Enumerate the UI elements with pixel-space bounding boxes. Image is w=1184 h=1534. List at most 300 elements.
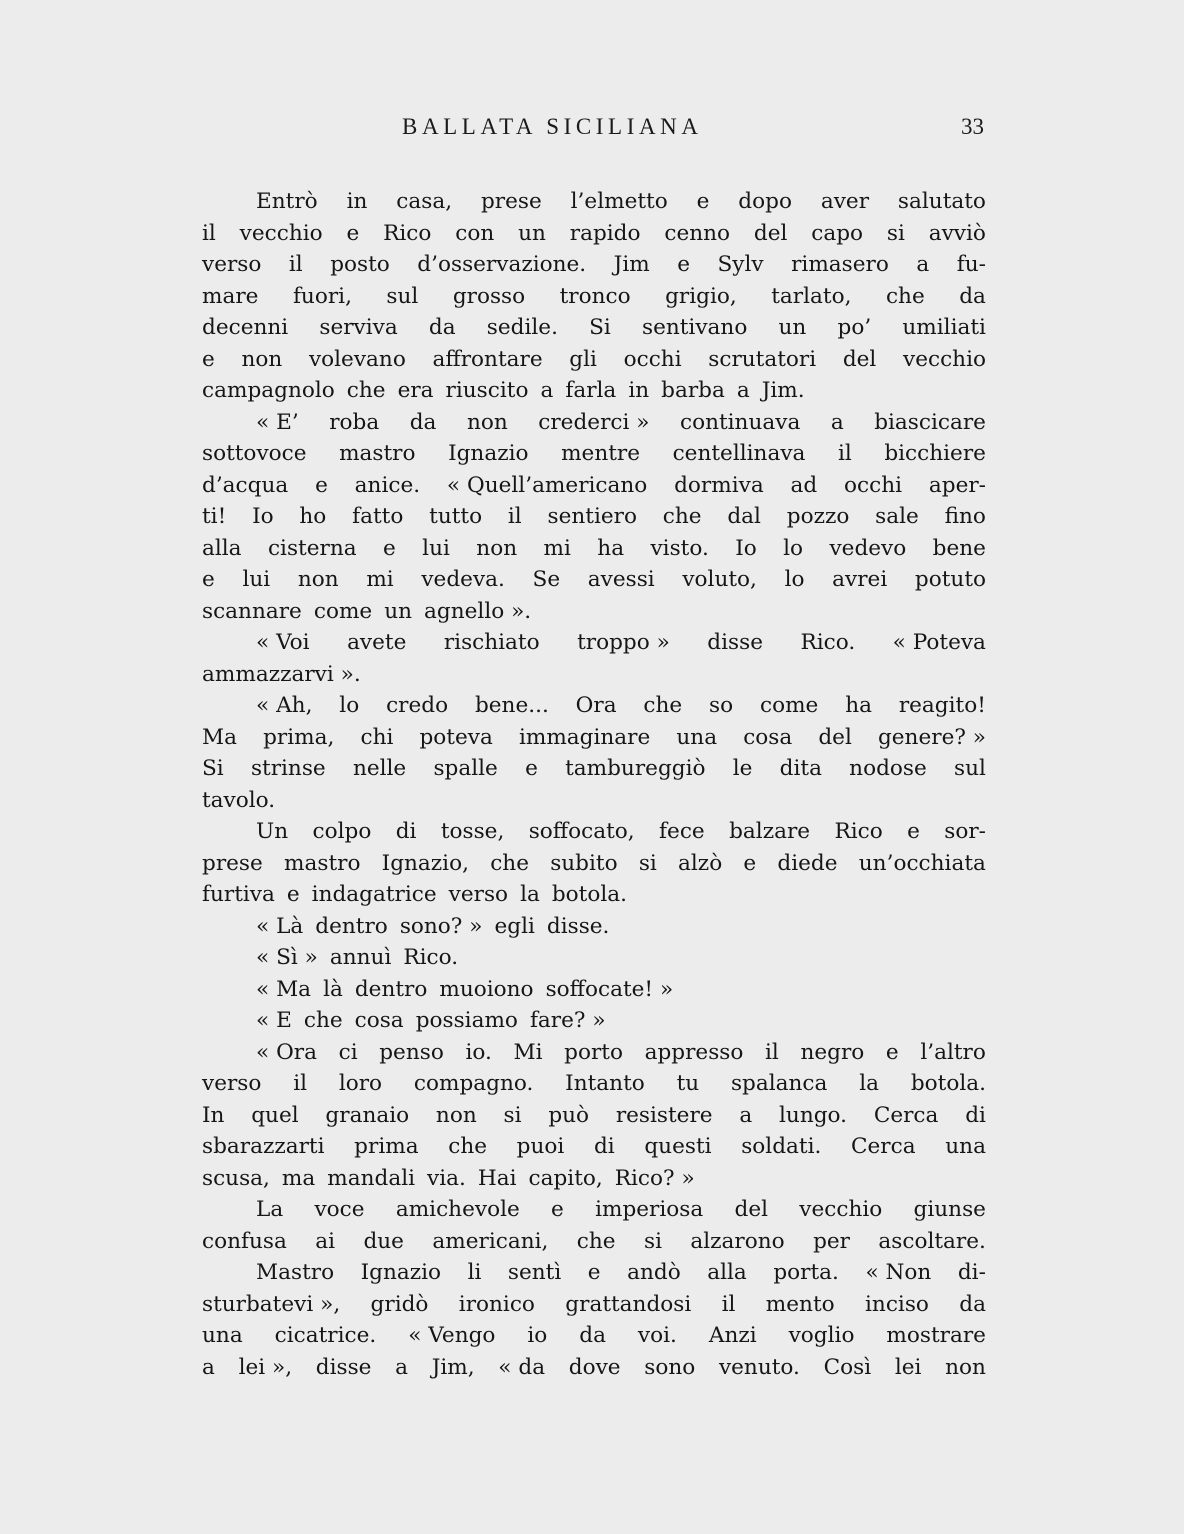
word: una xyxy=(676,724,718,750)
word: ha xyxy=(597,535,625,561)
word: sentivano xyxy=(641,315,748,340)
word: una xyxy=(945,1134,986,1159)
word: vecchio xyxy=(239,220,323,246)
word: si xyxy=(638,850,657,876)
word: e xyxy=(346,220,360,246)
text-line xyxy=(202,1163,986,1195)
word: scrutatori xyxy=(708,346,817,372)
text-line xyxy=(202,816,986,848)
word: spalanca xyxy=(730,1071,828,1096)
word: non xyxy=(466,409,508,435)
word: occhi xyxy=(844,472,903,498)
word: porta. xyxy=(773,1260,839,1285)
word: Io xyxy=(735,535,757,561)
page-number: 33 xyxy=(961,114,984,139)
word: il xyxy=(288,252,303,277)
word: da xyxy=(428,315,456,340)
word: tosse, xyxy=(440,819,505,844)
word: il xyxy=(765,1039,779,1065)
word: che xyxy=(576,1228,616,1254)
word: Rico xyxy=(383,220,432,246)
word: Così xyxy=(823,1354,872,1380)
word: da xyxy=(409,409,437,435)
text-line xyxy=(202,249,986,281)
word: resistere xyxy=(615,1102,713,1128)
text-line xyxy=(202,785,986,817)
word: Cerca xyxy=(873,1102,939,1128)
word: non xyxy=(945,1354,986,1380)
word: strinse xyxy=(250,756,326,781)
word: alzarono xyxy=(690,1228,785,1254)
word: posto xyxy=(330,252,390,277)
word: aper- xyxy=(928,472,986,498)
word: da xyxy=(959,283,986,309)
word: umiliati xyxy=(902,315,986,340)
word: vedevo xyxy=(829,535,907,561)
word: cisterna xyxy=(267,535,357,561)
word: ma xyxy=(281,1165,316,1191)
word: disse xyxy=(707,630,763,655)
word: spalle xyxy=(433,756,498,781)
text-line xyxy=(202,281,986,313)
word: prese xyxy=(480,189,542,214)
text-line xyxy=(202,1226,986,1258)
word: Rico xyxy=(834,819,883,844)
word: dentro xyxy=(354,976,428,1002)
word: d’acqua xyxy=(202,472,289,498)
word: a xyxy=(739,1102,753,1128)
word: il xyxy=(721,1291,736,1317)
word: per xyxy=(813,1228,850,1254)
word: che xyxy=(448,1134,488,1159)
word: Jim. xyxy=(761,378,805,403)
page-header xyxy=(200,114,990,144)
word: ho xyxy=(299,504,327,529)
text-line xyxy=(202,974,986,1006)
text-line xyxy=(202,722,986,754)
word: gli xyxy=(569,346,597,372)
word: e xyxy=(677,252,690,277)
word: imperiosa xyxy=(595,1197,704,1222)
word: colpo xyxy=(312,819,372,844)
word: sono xyxy=(644,1354,696,1380)
word: giunse xyxy=(913,1197,986,1222)
word: mento xyxy=(765,1291,835,1317)
text-line xyxy=(202,753,986,785)
text-line xyxy=(202,596,986,628)
word: « Quell’americano xyxy=(446,472,648,498)
word: disse xyxy=(315,1354,372,1380)
word: « E’ xyxy=(256,409,299,435)
word: ad xyxy=(790,472,818,498)
word: continuava xyxy=(679,409,801,435)
word: affrontare xyxy=(432,346,543,372)
word: come xyxy=(313,598,373,624)
word: negro xyxy=(800,1039,865,1065)
word: si xyxy=(503,1102,522,1128)
word: e xyxy=(202,567,215,592)
word: genere? » xyxy=(877,724,986,750)
word: sottovoce xyxy=(202,441,307,466)
word: indagatrice xyxy=(311,882,437,907)
word: rischiato xyxy=(443,630,540,655)
text-line xyxy=(202,848,986,880)
word: grattandosi xyxy=(565,1291,692,1317)
word: puoi xyxy=(516,1134,565,1159)
word: via. xyxy=(427,1165,466,1191)
word: un xyxy=(384,598,413,624)
word: Ignazio xyxy=(448,441,529,466)
word: serviva xyxy=(319,315,398,340)
word: Mi xyxy=(513,1039,543,1065)
word: chi xyxy=(360,724,394,750)
word: fatto xyxy=(352,504,404,529)
word: andò xyxy=(627,1260,681,1285)
word: a xyxy=(202,1354,215,1380)
word: li xyxy=(467,1260,482,1285)
word: Mastro xyxy=(256,1260,335,1285)
word: subito xyxy=(550,850,618,876)
word: mostrare xyxy=(886,1323,986,1348)
word: Ora xyxy=(575,693,617,718)
word: un xyxy=(518,220,546,246)
word: volevano xyxy=(308,346,406,372)
word: voglio xyxy=(788,1323,855,1348)
word: con xyxy=(455,220,495,246)
word: bene... xyxy=(474,693,549,718)
word: e xyxy=(696,189,710,214)
word: sul xyxy=(954,756,986,781)
text-line xyxy=(202,375,986,407)
word: Se xyxy=(532,567,561,592)
word: sul xyxy=(386,283,419,309)
word: furtiva xyxy=(202,882,275,907)
body-text xyxy=(202,186,986,1383)
word: lei », xyxy=(238,1354,293,1380)
word: tavolo. xyxy=(202,787,276,813)
word: il xyxy=(293,1071,308,1096)
text-line xyxy=(202,911,986,943)
word: ironico xyxy=(458,1291,535,1317)
word: verso xyxy=(202,1071,262,1096)
word: Intanto xyxy=(565,1071,645,1096)
word: che xyxy=(490,850,529,876)
word: un xyxy=(778,315,807,340)
word: del xyxy=(842,346,877,372)
word: appresso xyxy=(644,1039,744,1065)
word: dopo xyxy=(738,189,792,214)
word: « Vengo xyxy=(408,1323,496,1348)
word: sbarazzarti xyxy=(202,1134,325,1159)
word: e xyxy=(587,1260,601,1285)
text-line xyxy=(202,879,986,911)
word: là xyxy=(323,976,343,1002)
word: compagno. xyxy=(413,1071,534,1096)
word: lo xyxy=(784,567,805,592)
word: tarlato, xyxy=(771,283,852,309)
word: riuscito xyxy=(445,378,529,403)
word: una xyxy=(202,1323,243,1348)
word: In xyxy=(202,1102,225,1128)
word: Rico. xyxy=(403,945,459,970)
word: Rico. xyxy=(800,630,856,655)
word: scannare xyxy=(202,598,302,624)
word: cosa xyxy=(743,724,793,750)
word: loro xyxy=(338,1071,383,1096)
word: dentro xyxy=(315,913,388,939)
word: fece xyxy=(659,819,705,844)
word: d’osservazione. xyxy=(417,252,587,277)
word: amichevole xyxy=(395,1197,520,1222)
word: po’ xyxy=(837,315,872,340)
text-line xyxy=(202,501,986,533)
word: centellinava xyxy=(672,441,806,466)
word: grosso xyxy=(452,283,526,309)
word: capo xyxy=(811,220,864,246)
word: dal xyxy=(727,504,761,529)
text-line xyxy=(202,1005,986,1037)
word: Cerca xyxy=(851,1134,916,1159)
word: l’elmetto xyxy=(570,189,668,214)
word: lei xyxy=(894,1354,922,1380)
word: voluto, xyxy=(682,567,757,592)
word: del xyxy=(818,724,852,750)
word: verso xyxy=(202,252,262,277)
word: lungo. xyxy=(779,1102,848,1128)
word: cosa xyxy=(354,1008,404,1033)
word: troppo » xyxy=(577,630,670,655)
word: a xyxy=(395,1354,409,1380)
word: che xyxy=(643,693,683,718)
text-line xyxy=(202,407,986,439)
word: la xyxy=(520,882,540,907)
word: che xyxy=(885,283,925,309)
word: sturbatevi », xyxy=(202,1291,341,1317)
word: Si xyxy=(202,756,224,781)
word: io. xyxy=(465,1039,492,1065)
word: mentre xyxy=(561,441,641,466)
word: Rico? » xyxy=(614,1165,695,1191)
text-line xyxy=(202,690,986,722)
word: e xyxy=(315,472,328,498)
word: e xyxy=(525,756,538,781)
word: ci xyxy=(338,1039,358,1065)
word: decenni xyxy=(202,315,289,340)
word: fino xyxy=(944,504,986,529)
text-line xyxy=(202,1352,986,1384)
word: alla xyxy=(202,535,242,561)
word: prima xyxy=(354,1134,419,1159)
word: biascicare xyxy=(874,409,986,435)
word: prima, xyxy=(263,724,335,750)
word: avviò xyxy=(928,220,986,246)
word: il xyxy=(837,441,852,466)
word: era xyxy=(397,378,434,403)
word: sono? » xyxy=(399,913,483,939)
word: l’altro xyxy=(920,1039,986,1065)
word: di xyxy=(965,1102,986,1128)
word: sedile. xyxy=(486,315,558,340)
word: che xyxy=(662,504,702,529)
text-line xyxy=(202,470,986,502)
word: del xyxy=(753,220,788,246)
word: come xyxy=(759,693,819,718)
word: Anzi xyxy=(708,1323,757,1348)
word: lo xyxy=(783,535,804,561)
word: il xyxy=(507,504,522,529)
word: che xyxy=(303,1008,343,1033)
word: e xyxy=(202,346,215,372)
word: vedeva. xyxy=(421,567,505,592)
word: crederci » xyxy=(538,409,650,435)
word: vecchio xyxy=(799,1197,883,1222)
word: agnello ». xyxy=(424,598,532,624)
word: sentiero xyxy=(547,504,637,529)
word: bicchiere xyxy=(884,441,986,466)
word: che xyxy=(346,378,386,403)
word: cenno xyxy=(664,220,731,246)
word: inciso xyxy=(865,1291,929,1317)
word: sor- xyxy=(944,819,986,844)
text-line xyxy=(202,659,986,691)
text-line xyxy=(202,1068,986,1100)
word: so xyxy=(709,693,734,718)
word: mandali xyxy=(327,1165,416,1191)
word: soldati. xyxy=(741,1134,822,1159)
word: due xyxy=(363,1228,404,1254)
word: « Sì » xyxy=(256,945,318,970)
word: soffocato, xyxy=(528,819,635,844)
word: immaginare xyxy=(518,724,651,750)
word: verso xyxy=(448,882,509,907)
word: rapido xyxy=(569,220,641,246)
word: lui xyxy=(242,567,271,592)
word: il xyxy=(202,220,216,246)
word: Ma xyxy=(202,724,237,750)
word: si xyxy=(643,1228,662,1254)
text-line xyxy=(202,1131,986,1163)
word: ai xyxy=(315,1228,336,1254)
word: ammazzarvi ». xyxy=(202,661,361,687)
text-line xyxy=(202,1100,986,1132)
word: diede xyxy=(777,850,838,876)
word: e xyxy=(743,850,757,876)
word: e xyxy=(383,535,396,561)
word: Jim, xyxy=(431,1354,475,1380)
word: soffocate! » xyxy=(545,976,674,1002)
word: occhi xyxy=(623,346,682,372)
word: aver xyxy=(820,189,870,214)
word: tambureggiò xyxy=(565,756,706,781)
word: a xyxy=(830,409,844,435)
word: rimasero xyxy=(791,252,889,277)
word: La xyxy=(256,1197,284,1222)
word: vecchio xyxy=(903,346,986,372)
word: e xyxy=(286,882,300,907)
word: campagnolo xyxy=(202,378,335,403)
word: voce xyxy=(314,1197,365,1222)
word: in xyxy=(346,189,368,214)
word: avete xyxy=(347,630,407,655)
word: confusa xyxy=(202,1228,287,1254)
word: le xyxy=(732,756,753,781)
word: lui xyxy=(422,535,450,561)
word: capito, xyxy=(528,1165,603,1191)
word: granaio xyxy=(325,1102,410,1128)
word: un’occhiata xyxy=(858,850,986,876)
word: dove xyxy=(568,1354,621,1380)
word: alla xyxy=(707,1260,747,1285)
word: Jim xyxy=(613,252,650,277)
word: « Ora xyxy=(256,1039,317,1065)
word: non xyxy=(241,346,283,372)
word: fare? » xyxy=(529,1008,606,1033)
text-line xyxy=(202,942,986,974)
word: io xyxy=(527,1323,548,1348)
word: avessi xyxy=(587,567,655,592)
word: poteva xyxy=(419,724,493,750)
word: si xyxy=(886,220,905,246)
word: prese xyxy=(202,850,263,876)
word: Ignazio xyxy=(360,1260,442,1285)
word: nelle xyxy=(352,756,407,781)
word: sale xyxy=(875,504,919,529)
word: dita xyxy=(779,756,822,781)
word: porto xyxy=(564,1039,623,1065)
text-line xyxy=(202,344,986,376)
word: Ignazio, xyxy=(381,850,469,876)
word: ha xyxy=(845,693,872,718)
word: scusa, xyxy=(202,1165,270,1191)
text-line xyxy=(202,1037,986,1069)
word: gridò xyxy=(370,1291,429,1317)
word: barba xyxy=(661,378,725,403)
text-line xyxy=(202,438,986,470)
word: avrei xyxy=(832,567,888,592)
word: roba xyxy=(329,409,380,435)
word: dormiva xyxy=(674,472,764,498)
word: mi xyxy=(366,567,394,592)
word: bene xyxy=(932,535,986,561)
word: lo xyxy=(339,693,360,718)
word: quel xyxy=(251,1102,299,1128)
word: fuori, xyxy=(292,283,352,309)
word: può xyxy=(548,1102,590,1128)
word: possiamo xyxy=(415,1008,518,1033)
word: credo xyxy=(386,693,449,718)
word: egli xyxy=(494,913,535,939)
word: a xyxy=(916,252,930,277)
word: mastro xyxy=(339,441,416,466)
word: nodose xyxy=(849,756,927,781)
text-line xyxy=(202,218,986,250)
running-title: BALLATA SICILIANA xyxy=(402,114,703,139)
word: in xyxy=(628,378,650,403)
word: salutato xyxy=(897,189,986,214)
word: cicatrice. xyxy=(274,1323,377,1348)
word: reagito! xyxy=(898,693,986,718)
word: e xyxy=(885,1039,899,1065)
word: Hai xyxy=(477,1165,517,1191)
word: « Là xyxy=(256,913,304,939)
word: ti! xyxy=(202,504,227,529)
word: non xyxy=(435,1102,477,1128)
word: di xyxy=(593,1134,615,1159)
word: Si xyxy=(589,315,611,340)
text-line xyxy=(202,564,986,596)
text-line xyxy=(202,186,986,218)
word: « Poteva xyxy=(892,630,986,655)
